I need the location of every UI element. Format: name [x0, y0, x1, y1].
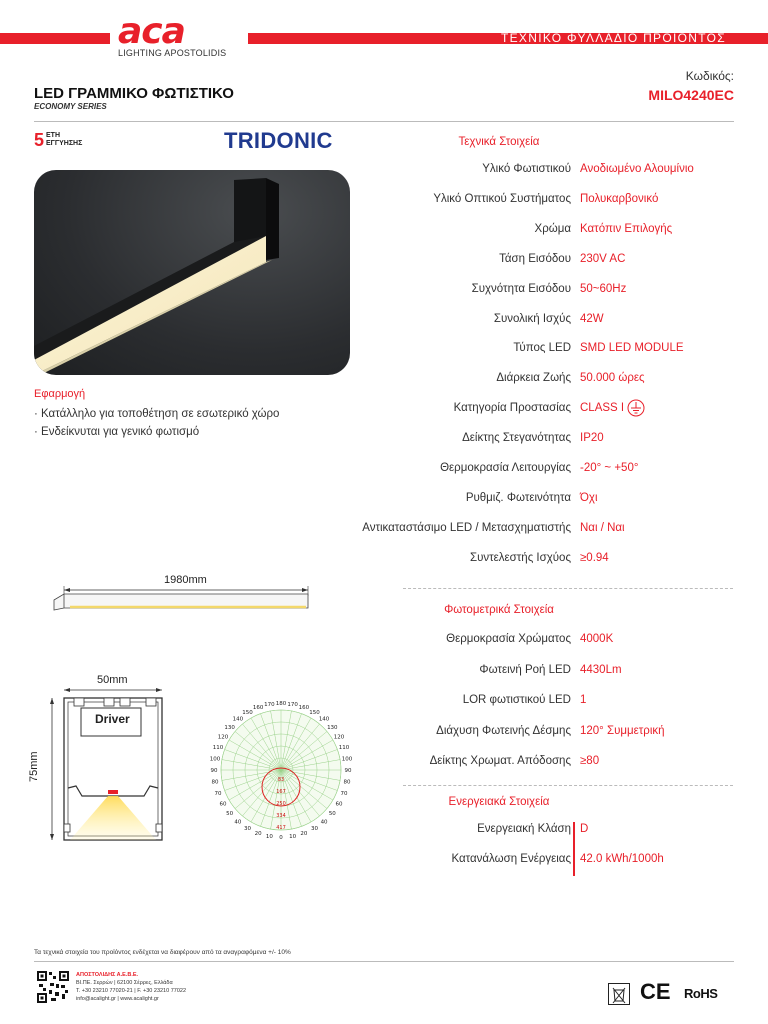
- polar-value-label: 83: [277, 777, 285, 783]
- energy-accent-bar: [573, 822, 575, 876]
- warranty-badge: [34, 131, 82, 149]
- polar-angle-label: 20: [300, 830, 308, 837]
- technical-spec-label: Δείκτης Στεγανότητας: [462, 432, 571, 445]
- polar-angle-label: 130: [327, 724, 338, 731]
- application-title: Εφαρμογή: [34, 388, 86, 400]
- ce-mark-icon: CE: [640, 979, 671, 1004]
- code-label: Κωδικός:: [685, 69, 734, 83]
- weee-bin-icon: [608, 983, 630, 1005]
- earth-ground-icon: [626, 398, 646, 418]
- polar-angle-label: 70: [214, 790, 222, 797]
- polar-angle-label: 120: [217, 734, 229, 741]
- polar-angle-label: 130: [224, 724, 235, 731]
- photometric-spec-label: Διάχυση Φωτεινής Δέσμης: [436, 724, 571, 737]
- photometric-spec-label: LOR φωτιστικού LED: [462, 694, 571, 706]
- polar-angle-label: 150: [309, 709, 320, 716]
- polar-light-distribution-diagram: [198, 700, 364, 840]
- polar-angle-label: 100: [341, 756, 353, 763]
- polar-angle-label: 110: [338, 745, 350, 752]
- polar-angle-label: 60: [219, 801, 227, 808]
- document-title: ΤΕΧΝΙΚΟ ΦΥΛΛΑΔΙΟ ΠΡΟΪΟΝΤΟΣ: [501, 31, 726, 45]
- photometric-spec-value: 1: [580, 694, 587, 706]
- technical-spec-value: Πολυκαρβονικό: [580, 192, 659, 205]
- polar-value-label: 250: [276, 801, 286, 807]
- polar-angle-label: 10: [265, 833, 273, 840]
- technical-spec-value: ≥0.94: [580, 551, 609, 564]
- polar-value-label: 167: [276, 789, 286, 795]
- polar-angle-label: 160: [252, 705, 264, 712]
- energy-spec-label: Ενεργειακή Κλάση: [477, 823, 571, 835]
- technical-spec-label: Συνολική Ισχύς: [493, 312, 571, 325]
- polar-angle-label: 10: [289, 833, 297, 840]
- polar-value-label: 417: [276, 825, 286, 831]
- warranty-line2: ΕΓΓΥΗΣΗΣ: [46, 140, 83, 147]
- product-series: ECONOMY SERIES: [34, 102, 107, 111]
- cross-section-drawing: [48, 684, 173, 844]
- section-divider: [403, 785, 733, 786]
- length-drawing: [50, 586, 320, 616]
- polar-angle-label: 70: [340, 790, 348, 797]
- technical-spec-label: Υλικό Φωτιστικού: [482, 163, 571, 175]
- technical-spec-value: 50.000 ώρες: [580, 372, 645, 385]
- polar-angle-label: 40: [320, 819, 328, 826]
- technical-spec-value: SMD LED MODULE: [580, 342, 684, 355]
- technical-spec-label: Ρυθμιζ. Φωτεινότητα: [465, 491, 571, 504]
- disclaimer-note: Τα τεχνικά στοιχεία του προϊόντος ενδέχεται να διαφέρουν από τα αναγραφόμενα +/- 10%: [34, 949, 291, 956]
- energy-section-title: Ενεργειακά Στοιχεία: [448, 796, 550, 808]
- technical-spec-label: Τάση Εισόδου: [499, 252, 571, 265]
- technical-spec-value: 230V AC: [580, 252, 626, 265]
- polar-angle-label: 170: [264, 702, 275, 709]
- footer-divider: [34, 961, 734, 962]
- polar-angle-label: 0: [279, 835, 283, 840]
- driver-label: Driver: [95, 712, 130, 726]
- photometric-spec-value: 4000K: [580, 633, 614, 645]
- polar-angle-label: 20: [254, 830, 262, 837]
- polar-angle-label: 170: [287, 702, 298, 709]
- width-dimension: 50mm: [97, 674, 128, 686]
- logo-wordmark: aca: [118, 11, 185, 52]
- header-bar-left: [0, 33, 110, 44]
- section-divider: [403, 588, 733, 589]
- header-divider: [34, 121, 734, 122]
- photometric-spec-label: Δείκτης Χρωματ. Απόδοσης: [429, 755, 571, 767]
- photometric-spec-value: 120° Συμμετρική: [580, 724, 665, 737]
- height-dimension: 75mm: [28, 751, 40, 782]
- technical-spec-label: Συχνότητα Εισόδου: [471, 282, 571, 295]
- photometric-section-title: Φωτομετρικά Στοιχεία: [444, 604, 554, 616]
- energy-spec-label: Κατανάλωση Ενέργειας: [451, 853, 571, 865]
- polar-angle-label: 120: [333, 734, 345, 741]
- technical-spec-value: 50~60Hz: [580, 282, 627, 295]
- polar-angle-label: 110: [212, 745, 224, 752]
- polar-angle-label: 100: [209, 756, 221, 763]
- polar-angle-label: 80: [211, 779, 219, 786]
- technical-spec-label: Χρώμα: [534, 222, 571, 235]
- technical-spec-value: Κατόπιν Επιλογής: [580, 222, 673, 235]
- technical-spec-value: Όχι: [580, 491, 598, 504]
- warranty-line1: ΕΤΗ: [46, 132, 61, 139]
- polar-angle-label: 140: [232, 716, 244, 723]
- polar-angle-label: 50: [328, 811, 336, 818]
- technical-spec-label: Υλικό Οπτικού Συστήματος: [433, 192, 571, 205]
- polar-angle-label: 50: [226, 811, 234, 818]
- technical-spec-label: Συντελεστής Ισχύος: [469, 551, 571, 564]
- company-info: [76, 971, 186, 1003]
- application-item: · Κατάλληλο για τοποθέτηση σε εσωτερικό χώρο: [34, 408, 280, 420]
- photometric-spec-label: Φωτεινή Ροή LED: [479, 663, 571, 676]
- product-title: LED ΓΡΑΜΜΙΚΟ ΦΩΤΙΣΤΙΚΟ: [34, 85, 234, 102]
- polar-angle-label: 140: [318, 716, 330, 723]
- length-dimension: 1980mm: [164, 574, 207, 586]
- technical-spec-value: CLASS I: [580, 402, 625, 415]
- company-web: info@acalight.gr | www.acalight.gr: [76, 996, 159, 1002]
- technical-spec-value: Ανοδιωμένο Αλουμίνιο: [580, 163, 694, 175]
- energy-spec-value: D: [580, 823, 589, 835]
- logo-subtitle: LIGHTING APOSTOLIDIS: [118, 48, 227, 58]
- technical-spec-value: IP20: [580, 432, 604, 445]
- polar-angle-label: 30: [311, 826, 318, 833]
- company-name: ΑΠΟΣΤΟΛΙΔΗΣ Α.Ε.Β.Ε.: [76, 972, 139, 978]
- technical-spec-value: 42W: [580, 312, 604, 325]
- polar-angle-label: 160: [298, 705, 310, 712]
- polar-angle-label: 90: [344, 768, 352, 774]
- polar-angle-label: 80: [343, 779, 351, 786]
- rohs-mark-icon: RoHS: [684, 986, 718, 1001]
- qr-code-icon: [36, 970, 70, 1004]
- technical-spec-label: Διάρκεια Ζωής: [496, 372, 571, 385]
- technical-section-title: Τεχνικά Στοιχεία: [458, 136, 540, 148]
- technical-spec-label: Αντικαταστάσιμο LED / Μετασχηματιστής: [362, 521, 571, 534]
- polar-angle-label: 30: [244, 826, 251, 833]
- technical-spec-value: -20° ~ +50°: [580, 462, 639, 474]
- technical-spec-value: Ναι / Ναι: [580, 521, 625, 534]
- photometric-spec-label: Θερμοκρασία Χρώματος: [446, 633, 571, 645]
- product-code: MILO4240EC: [648, 87, 734, 103]
- application-item: · Ενδείκνυται για γενικό φωτισμό: [34, 426, 200, 438]
- aca-logo: [118, 11, 240, 60]
- company-phone: Τ. +30 23210 77020-21 | F. +30 23210 77022: [76, 988, 186, 994]
- polar-value-label: 334: [276, 813, 286, 819]
- energy-spec-value: 42.0 kWh/1000h: [580, 853, 664, 865]
- technical-spec-label: Τύπος LED: [513, 342, 571, 355]
- polar-angle-label: 150: [242, 709, 253, 716]
- photometric-spec-value: ≥80: [580, 755, 600, 767]
- polar-angle-label: 90: [210, 768, 218, 774]
- tridonic-logo: TRIDONIC: [224, 128, 333, 153]
- warranty-years: 5: [34, 130, 45, 150]
- polar-angle-label: 180: [275, 701, 287, 707]
- company-address: ΒΙ.ΠΕ. Σερρών | 62100 Σέρρες, Ελλάδα: [76, 980, 173, 986]
- technical-spec-label: Κατηγορία Προστασίας: [453, 402, 571, 415]
- photometric-spec-value: 4430Lm: [580, 663, 622, 676]
- polar-angle-label: 40: [234, 819, 242, 826]
- polar-angle-label: 60: [335, 801, 343, 808]
- technical-spec-label: Θερμοκρασία Λειτουργίας: [440, 462, 571, 474]
